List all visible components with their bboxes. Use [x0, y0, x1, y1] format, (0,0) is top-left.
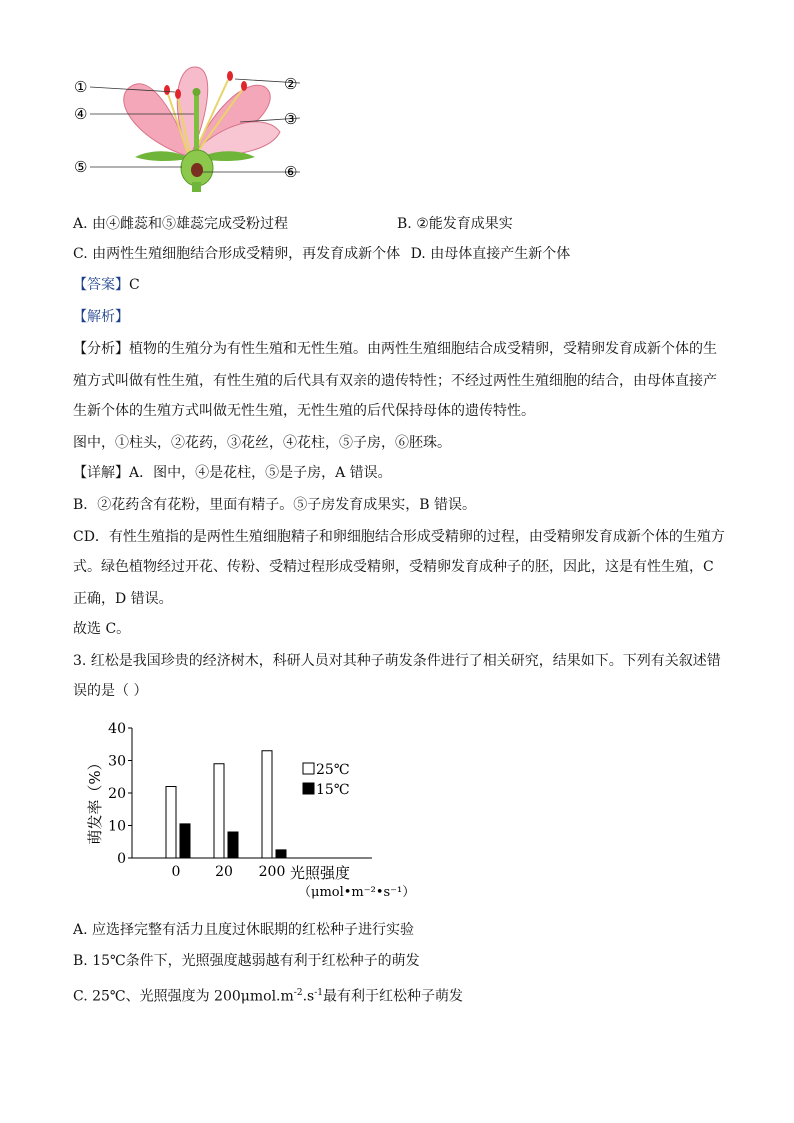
legend-swatch	[303, 763, 314, 774]
detail-cd-1: CD．有性生殖指的是两性生殖细胞精子和卵细胞结合形成受精卵的过程，由受精卵发育成新个体的生殖方	[73, 529, 725, 545]
anther	[227, 71, 233, 81]
bar	[180, 824, 190, 858]
analysis-sub-tag: 【分析】	[73, 341, 129, 357]
y-tick-label: 20	[108, 786, 126, 802]
answer-tag: 【答案】	[73, 277, 129, 293]
q2-option-d: D. 由母体直接产生新个体	[410, 246, 571, 262]
anther	[164, 85, 170, 95]
x-tick-label: 20	[215, 864, 233, 880]
bar	[262, 751, 272, 858]
analysis-text-2: 殖方式叫做有性生殖，有性生殖的后代具有双亲的遗传特性；不经过两性生殖细胞的结合，由母体直接产	[73, 373, 717, 389]
anther	[175, 89, 181, 99]
detail-cd-3: 正确，D 错误。	[73, 591, 173, 607]
analysis-text-3: 生新个体的生殖方式叫做无性生殖，无性生殖的后代保持母体的遗传特性。	[73, 403, 535, 419]
q2-option-c: C. 由两性生殖细胞结合形成受精卵，再发育成新个体	[73, 246, 401, 262]
x-tick-label: 200	[258, 864, 286, 880]
flower-label-5: ⑤	[74, 158, 88, 176]
legend-swatch	[303, 783, 314, 794]
bar	[166, 787, 176, 859]
q3-option-a: A. 应选择完整有活力且度过休眠期的红松种子进行实验	[73, 922, 415, 938]
detail-a: A．图中，④是花柱，⑤是子房，A 错误。	[129, 465, 392, 481]
x-tick-label: 0	[171, 864, 181, 880]
flower-label-2: ②	[284, 75, 298, 93]
answer-line	[73, 275, 140, 295]
flower-diagram	[70, 62, 310, 192]
legend-label: 15℃	[316, 782, 350, 798]
flower-label-3: ③	[284, 110, 298, 128]
stigma	[193, 88, 201, 96]
q3-option-c-post: 最有利于红松种子萌发	[322, 988, 463, 1005]
q3-option-c-sup2: -1	[314, 988, 323, 998]
analysis-tag: 【解析】	[73, 309, 129, 325]
detail-conclusion: 故选 C。	[73, 621, 131, 637]
x-axis-unit: （μmol•m⁻²•s⁻¹）	[298, 885, 416, 900]
bar	[228, 832, 238, 858]
bar	[276, 850, 286, 858]
y-axis-label: 萌发率（%）	[86, 755, 104, 845]
flower-label-4: ④	[74, 105, 88, 123]
q3-option-b: B. 15℃条件下，光照强度越弱越有利于红松种子的萌发	[73, 953, 420, 969]
detail-tag: 【详解】	[73, 465, 129, 481]
q2-option-a: A. 由④雌蕊和⑤雄蕊完成受粉过程	[73, 216, 289, 232]
chart-labels	[86, 721, 415, 900]
q3-stem-1: 3. 红松是我国珍贵的经济树木，科研人员对其种子萌发条件进行了相关研究，结果如下。下列有关叙述错	[73, 653, 721, 669]
q3-option-c-pre: C. 25℃、光照强度为 200μmol.m	[73, 988, 294, 1005]
q2-option-c-d	[73, 244, 570, 264]
anther	[241, 81, 247, 91]
q3-stem-2: 误的是（ ）	[73, 683, 148, 699]
q3-option-c	[73, 983, 463, 1007]
detail-b: B．②花药含有花粉，里面有精子。⑤子房发育成果实，B 错误。	[73, 497, 477, 513]
flower-stem	[192, 182, 201, 192]
chart-bars	[166, 751, 286, 858]
bar	[214, 764, 224, 858]
q2-option-b: B. ②能发育成果实	[397, 216, 513, 232]
y-tick-label: 40	[108, 721, 126, 737]
q3-option-c-mid: .s	[302, 988, 315, 1005]
detail-cd-2: 式。绿色植物经过开花、传粉、受精过程形成受精卵，受精卵发育成种子的胚，因此，这是有性生殖，C	[73, 559, 714, 575]
germination-bar-chart	[80, 712, 420, 907]
figure-note: 图中，①柱头，②花药，③花丝，④花柱，⑤子房，⑥胚珠。	[73, 435, 451, 451]
x-axis-label: 光照强度	[290, 864, 351, 882]
y-tick-label: 10	[108, 818, 126, 835]
ovule	[191, 163, 203, 177]
flower-label-1: ①	[74, 78, 88, 96]
q3-option-c-sup1: -2	[293, 988, 303, 998]
analysis-line-1	[73, 339, 717, 359]
pistil-style	[194, 92, 199, 152]
flower-label-6: ⑥	[284, 163, 298, 181]
legend-label: 25℃	[316, 762, 350, 778]
y-tick-label: 0	[117, 851, 126, 867]
y-tick-label: 30	[108, 753, 126, 770]
detail-line-a	[73, 463, 392, 483]
answer-value: C	[129, 277, 140, 293]
analysis-text-1: 植物的生殖分为有性生殖和无性生殖。由两性生殖细胞结合成受精卵，受精卵发育成新个体的生	[129, 341, 717, 357]
